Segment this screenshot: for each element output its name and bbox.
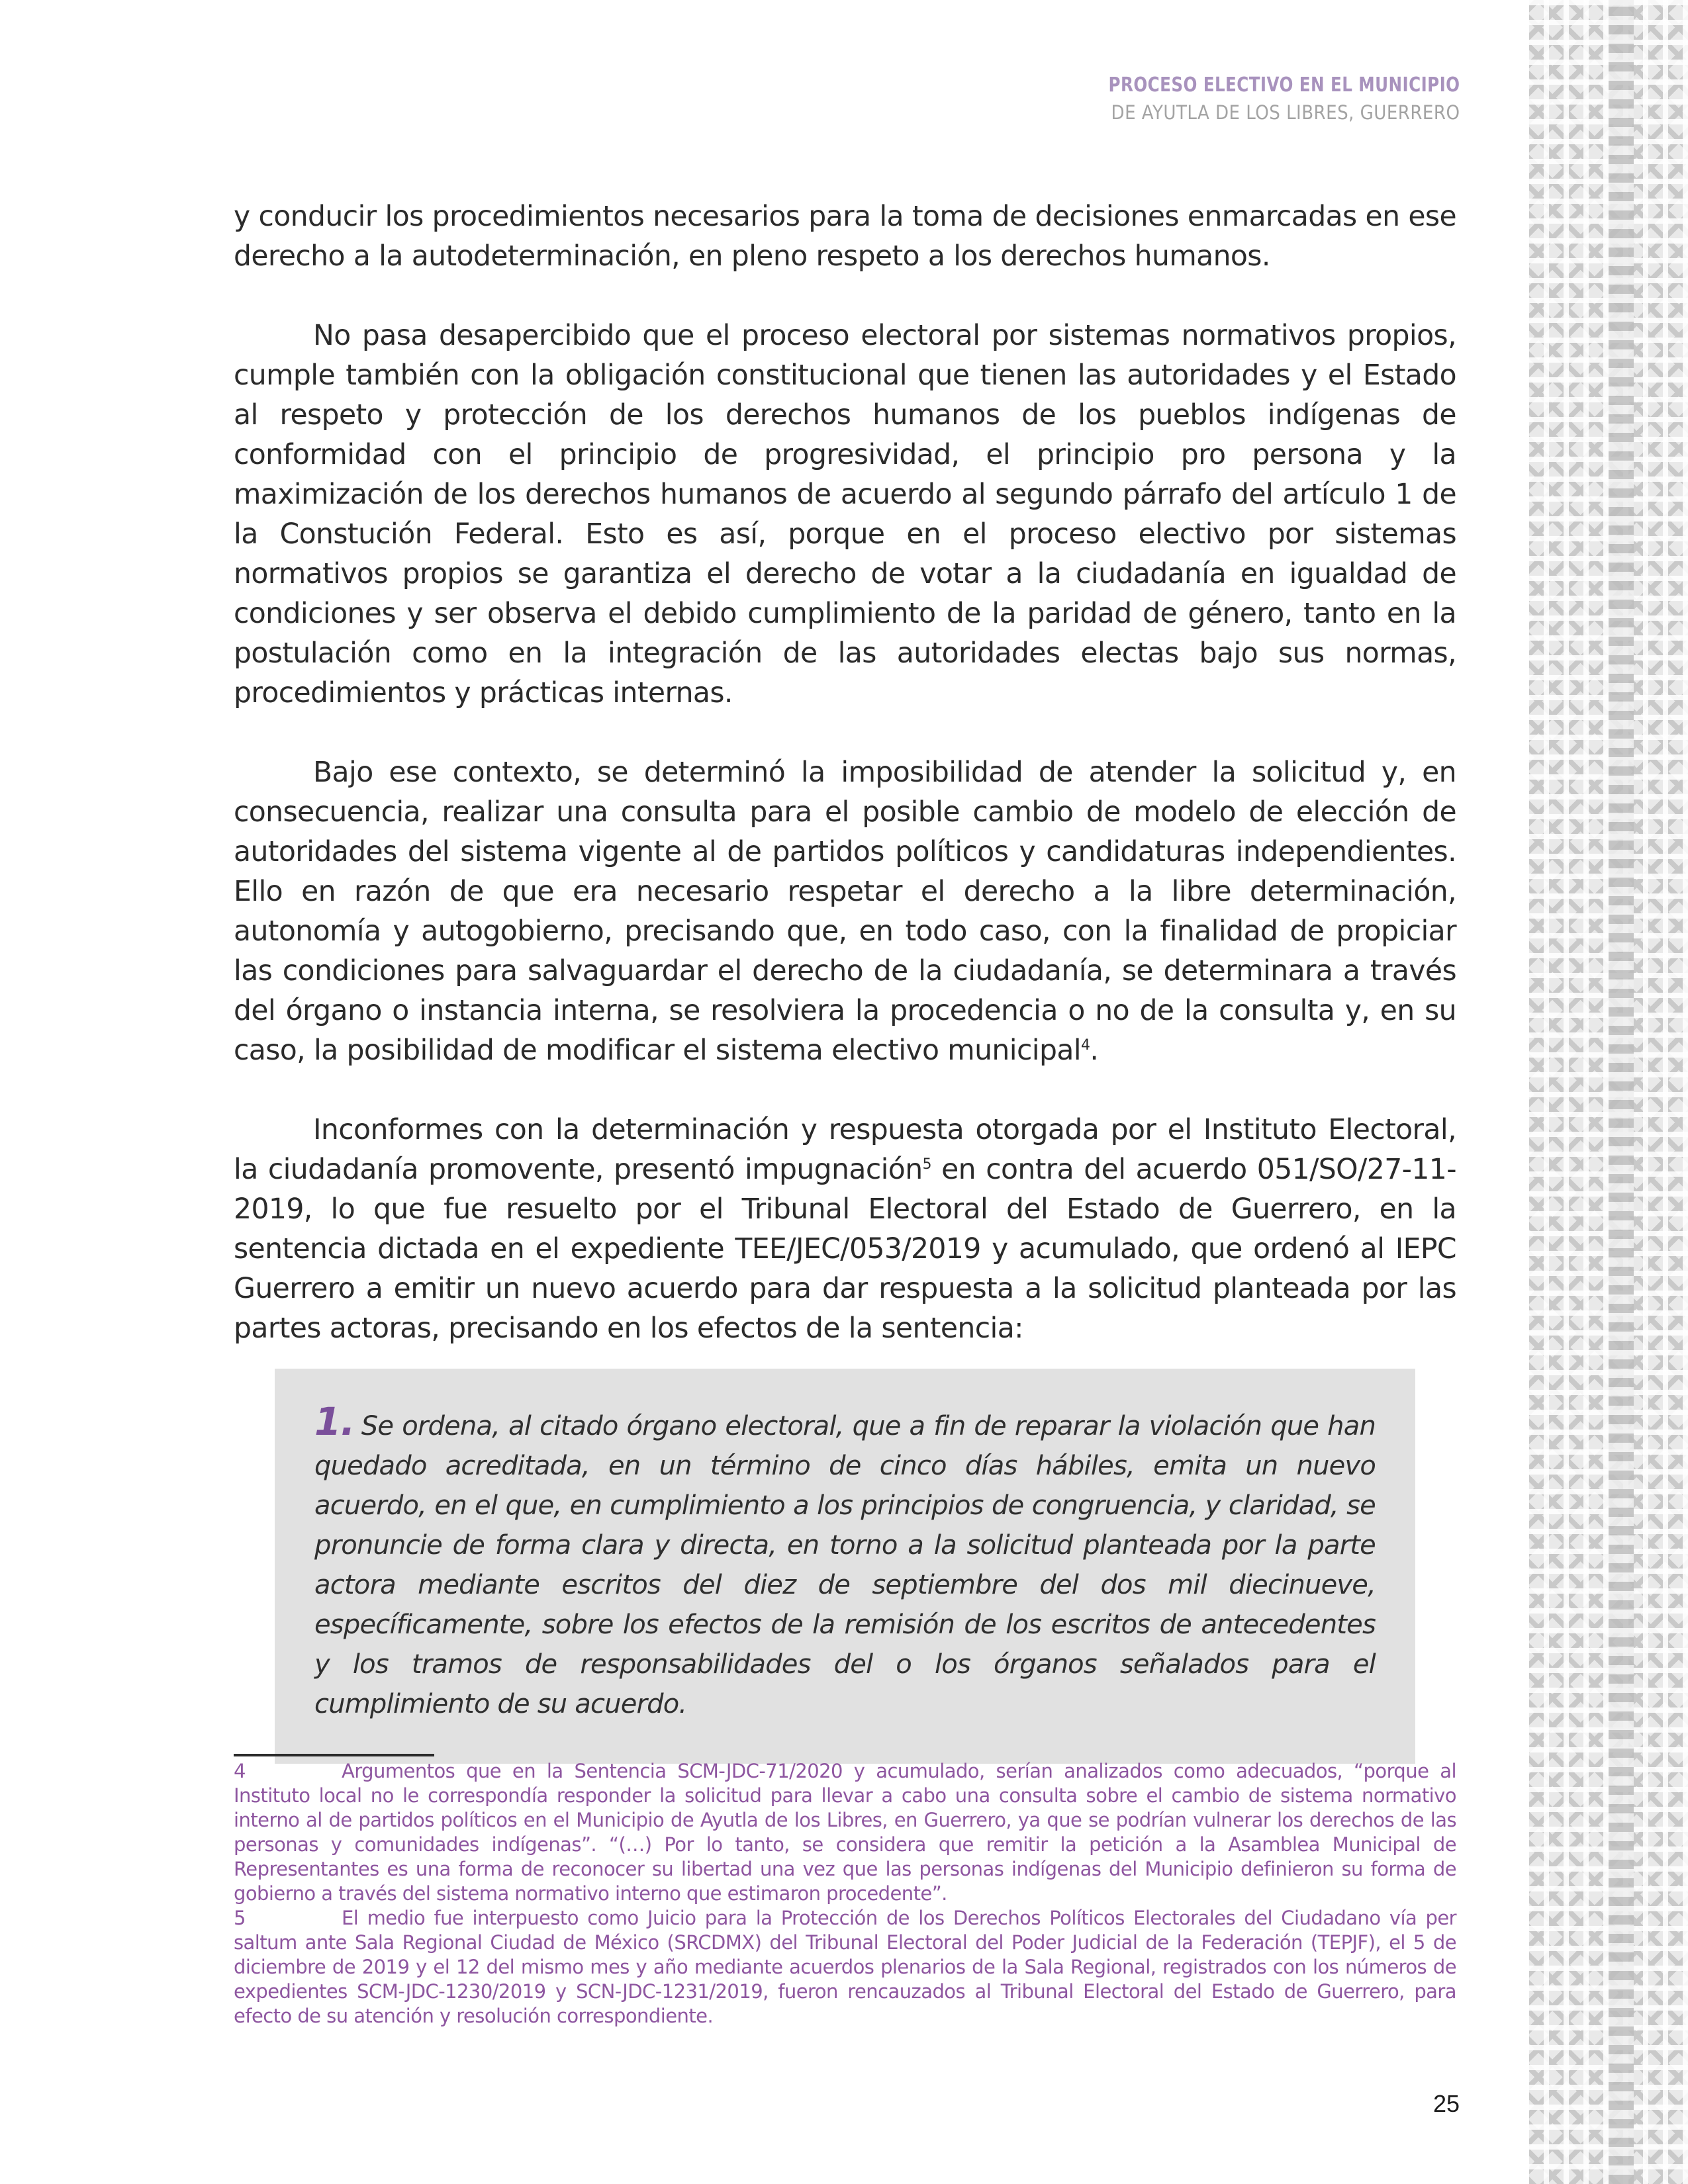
quote-box xyxy=(275,1369,1415,1764)
decorative-border-pattern xyxy=(1529,0,1688,2184)
paragraph-text: en contra del acuerdo 051/SO/27-11-2019, lo que fue resuelto por el Tribunal Electoral del Estado de Guerrero, en la sentencia dictada en el expediente TEE/JEC/053/2019 y acumulado, que ordenó al IEPC Guerrero a emitir un nuevo acuerdo para dar respuesta a la solicitud planteada por las partes actoras, precisando en los efectos de la sentencia: xyxy=(234,1154,1456,1345)
body-text xyxy=(234,197,1456,1764)
paragraph: y conducir los procedimientos necesarios para la toma de decisiones enmarcadas en ese derecho a la autodeterminación, en pleno respeto a los derechos humanos. xyxy=(234,201,1456,273)
footnotes xyxy=(234,1759,1456,2028)
decorative-border-band xyxy=(1609,0,1634,2184)
footnote-text: Argumentos que en la Sentencia SCM-JDC-71/2020 y acumulado, serían analizados como adecuados, “porque al Instituto local no le correspondía responder la solicitud para llevar a cabo una consulta sobre el cambio de sistema normativo interno al de partidos políticos en el Municipio de Ayutla de los Libres, en Guerrero, ya que se podrían vulnerar los derechos de las personas y comunidades indígenas”. “(…) Por lo tanto, se considera que remitir la petición a la Asamblea Municipal de Representantes es una forma de reconocer su libertad una vez que las personas indígenas del Municipio definieron su forma de gobierno a través del sistema normativo interno que estimaron procedente”. xyxy=(234,1760,1456,1905)
footnote-number: 4 xyxy=(234,1760,246,1782)
paragraph-text: Inconformes con la determinación y respuesta otorgada por el Instituto Electoral, la ciudadanía promovente, presentó impugnación xyxy=(234,1114,1456,1186)
page-number: 25 xyxy=(1432,2090,1460,2117)
footnote xyxy=(234,1759,1456,1906)
header-title: PROCESO ELECTIVO EN EL MUNICIPIO xyxy=(1108,73,1460,97)
footnote-text: El medio fue interpuesto como Juicio para la Protección de los Derechos Políticos Electorales del Ciudadano vía per saltum ante Sala Regional Ciudad de México (SRCDMX) del Tribunal Electoral del Poder Judicial de la Federación (TEPJF), el 5 de diciembre de 2019 y el 12 del mismo mes y año mediante acuerdos plenarios de la Sala Regional, registrados con los números de expedientes SCM-JDC-1230/2019 y SCN-JDC-1231/2019, fueron rencauzados al Tribunal Electoral del Estado de Guerrero, para efecto de su atención y resolución correspondiente. xyxy=(234,1907,1456,2027)
paragraph: No pasa desapercibido que el proceso electoral por sistemas normativos propios, cumple también con la obligación constitucional que tienen las autoridades y el Estado al respeto y protección de los derechos humanos de los pueblos indígenas de conformidad con el principio de progresividad, el principio pro persona y la maximización de los derechos humanos de acuerdo al segundo párrafo del artículo 1 de la Constución Federal. Esto es así, porque en el proceso electivo por sistemas normativos propios se garantiza el derecho de votar a la ciudadanía en igualdad de condiciones y ser observa el debido cumplimiento de la paridad de género, tanto en la postulación como en la integración de las autoridades electas bajo sus normas, procedimientos y prácticas internas. xyxy=(234,320,1456,709)
paragraph xyxy=(234,753,1456,1071)
quote-body: Se ordena, al citado órgano electoral, que a fin de reparar la violación que han quedado acreditada, en un término de cinco días hábiles, emita un nuevo acuerdo, en el que, en cumplimiento a los principios de congruencia, y claridad, se pronuncie de forma clara y directa, en torno a la solicitud planteada por la parte actora mediante escritos del diez de septiembre del dos mil diecinueve, específicamente, sobre los efectos de la remisión de los escritos de antecedentes y los tramos de responsabilidades del o los órganos señalados para el cumplimiento de su acuerdo. xyxy=(314,1411,1376,1719)
paragraph xyxy=(234,1111,1456,1349)
header-subtitle: DE AYUTLA DE LOS LIBRES, GUERRERO xyxy=(1111,101,1460,124)
quote-text xyxy=(314,1399,1376,1724)
quote-number: 1. xyxy=(314,1399,355,1444)
running-header xyxy=(1031,71,1460,126)
paragraph-text: . xyxy=(1090,1034,1099,1067)
footnote-ref[interactable]: 4 xyxy=(1080,1036,1090,1054)
footnote-divider xyxy=(234,1754,434,1756)
footnote xyxy=(234,1906,1456,2028)
paragraph-text: Bajo ese contexto, se determinó la imposibilidad de atender la solicitud y, en consecuencia, realizar una consulta para el posible cambio de modelo de elección de autoridades del sistema vigente al de partidos políticos y candidaturas independientes. Ello en razón de que era necesario respetar el derecho a la libre determinación, autonomía y autogobierno, precisando que, en todo caso, con la finalidad de propiciar las condiciones para salvaguardar el derecho de la ciudadanía, se determinara a través del órgano o instancia interna, se resolviera la procedencia o no de la consulta y, en su caso, la posibilidad de modificar el sistema electivo municipal xyxy=(234,756,1456,1067)
footnote-number: 5 xyxy=(234,1907,246,1929)
footnote-ref[interactable]: 5 xyxy=(922,1156,931,1173)
